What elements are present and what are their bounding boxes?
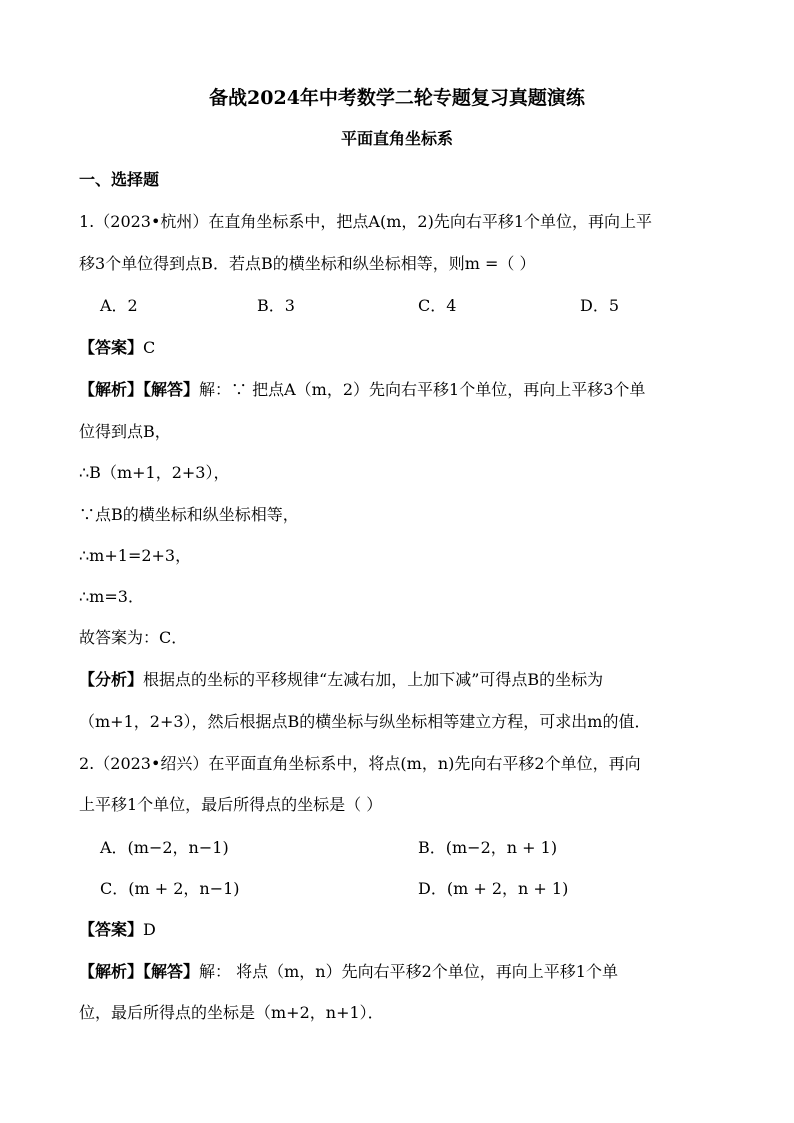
q2-stem-line2: 上平移1个单位，最后所得点的坐标是（ ） — [79, 795, 383, 814]
q1-option-c: C．4 — [418, 296, 457, 315]
q1-fenxi-line1 — [79, 670, 603, 690]
page-subtitle: 平面直角坐标系 — [340, 129, 453, 148]
q2-answer — [79, 920, 156, 940]
q1-stem-line2: 移3个单位得到点B．若点B的横坐标和纵坐标相等，则m =（ ） — [79, 254, 536, 273]
q1-analysis-line4: ∵点B的横坐标和纵坐标相等， — [79, 505, 299, 524]
q1-analysis-line2: 位得到点B， — [79, 422, 171, 441]
q2-option-d: D．(m + 2，n + 1) — [418, 879, 569, 898]
q1-analysis-line1 — [79, 380, 645, 400]
q2-analysis-label: 【解析】【解答】 — [79, 962, 200, 981]
q2-option-a: A．(m−2，n−1) — [100, 838, 229, 857]
q1-answer-label: 【答案】 — [79, 338, 144, 357]
q2-stem-line1: 2.（2023•绍兴）在平面直角坐标系中，将点(m，n)先向右平移2个单位，再向 — [79, 754, 641, 773]
q1-option-a: A．2 — [100, 296, 138, 315]
q1-analysis-label: 【解析】【解答】 — [79, 380, 200, 399]
q1-analysis-line3: ∴B（m+1，2+3）， — [79, 463, 230, 482]
q2-analysis-text: 解： 将点（m，n）先向右平移2个单位，再向上平移1个单 — [199, 962, 618, 981]
q1-fenxi-line2: （m+1，2+3），然后根据点B的横坐标与纵坐标相等建立方程，可求出m的值． — [79, 712, 651, 731]
q1-answer-value: C — [143, 338, 156, 357]
q1-analysis-line5: ∴m+1=2+3， — [79, 546, 192, 565]
q1-analysis-line7: 故答案为：C． — [79, 628, 188, 647]
q2-option-c: C．(m + 2，n−1) — [100, 879, 240, 898]
q1-analysis-text: 解：∵ 把点A（m，2）先向右平移1个单位，再向上平移3个单 — [199, 380, 646, 399]
q1-option-d: D．5 — [580, 296, 620, 315]
section-heading: 一、选择题 — [79, 170, 160, 189]
q2-analysis-line2: 位，最后所得点的坐标是（m+2，n+1）． — [79, 1003, 384, 1022]
q2-analysis-line1 — [79, 962, 618, 982]
q1-fenxi-text: 根据点的坐标的平移规律“左减右加，上加下减”可得点B的坐标为 — [143, 670, 604, 689]
q2-answer-value: D — [143, 920, 156, 939]
q2-option-b: B．(m−2，n + 1) — [418, 838, 558, 857]
q1-fenxi-label: 【分析】 — [79, 670, 144, 689]
q1-stem-line1: 1.（2023•杭州）在直角坐标系中，把点A(m，2)先向右平移1个单位，再向上平 — [79, 212, 652, 231]
q2-answer-label: 【答案】 — [79, 920, 144, 939]
q1-answer — [79, 338, 155, 358]
page-title: 备战2024年中考数学二轮专题复习真题演练 — [209, 87, 585, 109]
q1-option-b: B．3 — [257, 296, 295, 315]
q1-analysis-line6: ∴m=3． — [79, 587, 144, 606]
